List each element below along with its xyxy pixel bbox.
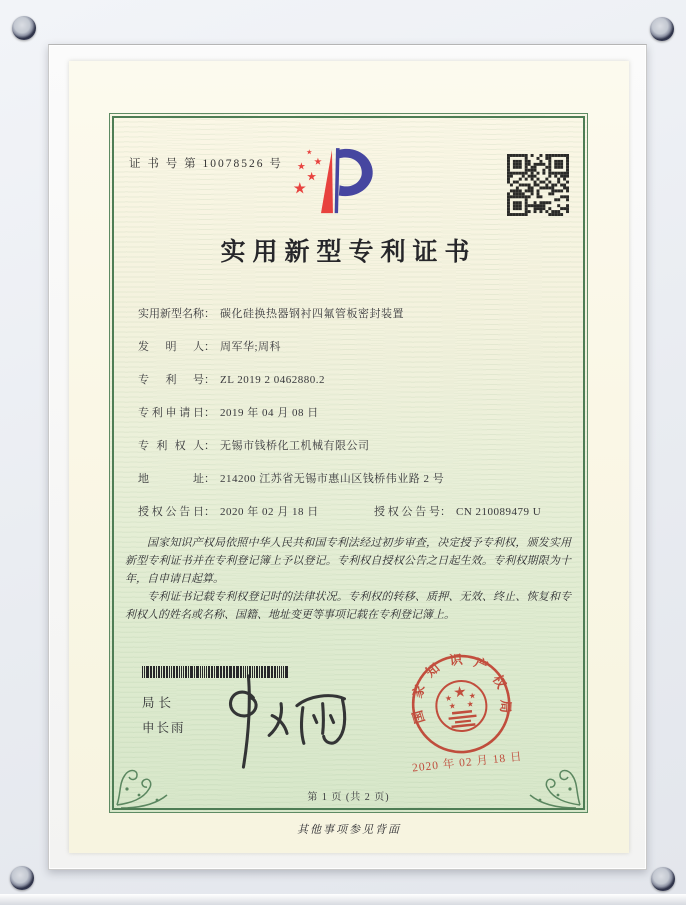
seal-date: 2020 年 02 月 18 日: [411, 750, 524, 775]
certificate-number: 证 书 号 第 10078526 号: [129, 158, 283, 170]
certificate-border: [109, 113, 588, 813]
surface-edge: [0, 894, 686, 905]
colon: ：: [204, 308, 215, 320]
colon: ：: [204, 341, 215, 353]
page-number: 第 1 页 (共 2 页): [307, 792, 390, 803]
corner-screw-icon: [10, 866, 34, 890]
colon: ：: [440, 506, 451, 518]
field-label: 地址: [138, 473, 204, 485]
field-label: 实用新型名称: [138, 308, 204, 320]
field-label: 专利申请日: [138, 407, 204, 419]
field-label: 发明人: [138, 341, 204, 353]
signature-icon: [217, 670, 357, 774]
field-value: 无锡市钱桥化工机械有限公司: [220, 440, 370, 452]
seal-text-curved: 国家知识产权局: [409, 651, 514, 726]
field-value: 2020 年 02 月 18 日: [220, 506, 319, 518]
field-value: CN 210089479 U: [456, 506, 542, 518]
official-seal-icon: [396, 646, 528, 778]
field-value: 2019 年 04 月 08 日: [220, 407, 319, 419]
field-value: 214200 江苏省无锡市惠山区钱桥伟业路 2 号: [220, 473, 445, 485]
field-value: ZL 2019 2 0462880.2: [220, 374, 326, 386]
colon: ：: [204, 473, 215, 485]
legal-paragraph: 专利证书记载专利权登记时的法律状况。专利权的转移、质押、无效、终止、恢复和专利权人的姓名或名称、国籍、地址变更等事项记载在专利登记簿上。: [125, 591, 571, 621]
field-label: 授权公告号: [374, 506, 440, 518]
issuer-name: 申长雨: [142, 721, 186, 735]
corner-screw-icon: [651, 867, 675, 891]
field-row-filing-date: [138, 397, 584, 430]
field-list: [138, 298, 584, 529]
legal-paragraph: 国家知识产权局依照中华人民共和国专利法经过初步审查，决定授予专利权，颁发实用新型专利证书并在专利登记簿上予以登记。专利权自授权公告之日起生效。专利权期限为十年，自申请日起算。: [125, 537, 571, 585]
corner-flourish-icon: [113, 755, 179, 809]
field-row-grant-number: [374, 496, 541, 529]
field-label: 专利号: [138, 374, 204, 386]
colon: ：: [204, 374, 215, 386]
footer-note: 其他事项参见背面: [297, 824, 401, 836]
field-value: 周军华;周科: [220, 341, 282, 353]
colon: ：: [204, 506, 215, 518]
certificate-title: 实用新型专利证书: [220, 239, 477, 266]
field-row-patent-no: [138, 364, 584, 397]
certificate-frame: [48, 44, 647, 870]
corner-screw-icon: [650, 17, 674, 41]
cnipa-logo-icon: [287, 145, 382, 216]
corner-flourish-icon: [518, 755, 584, 809]
qr-code-icon: [507, 154, 569, 216]
field-row-inventor: [138, 331, 584, 364]
national-emblem-icon: [434, 679, 489, 734]
corner-screw-icon: [12, 16, 36, 40]
field-row-name: [138, 298, 584, 331]
colon: ：: [204, 407, 215, 419]
field-value: 碳化硅换热器钢衬四氟管板密封装置: [220, 308, 404, 320]
colon: ：: [204, 440, 215, 452]
issuer-title: 局长: [142, 696, 176, 710]
field-label: 授权公告日: [138, 506, 204, 518]
field-row-address: [138, 463, 584, 496]
field-row-grant-date: [138, 496, 584, 529]
field-label: 专利权人: [138, 440, 204, 452]
certificate-paper: [69, 61, 629, 853]
legal-text: [125, 534, 571, 624]
field-row-patentee: [138, 430, 584, 463]
